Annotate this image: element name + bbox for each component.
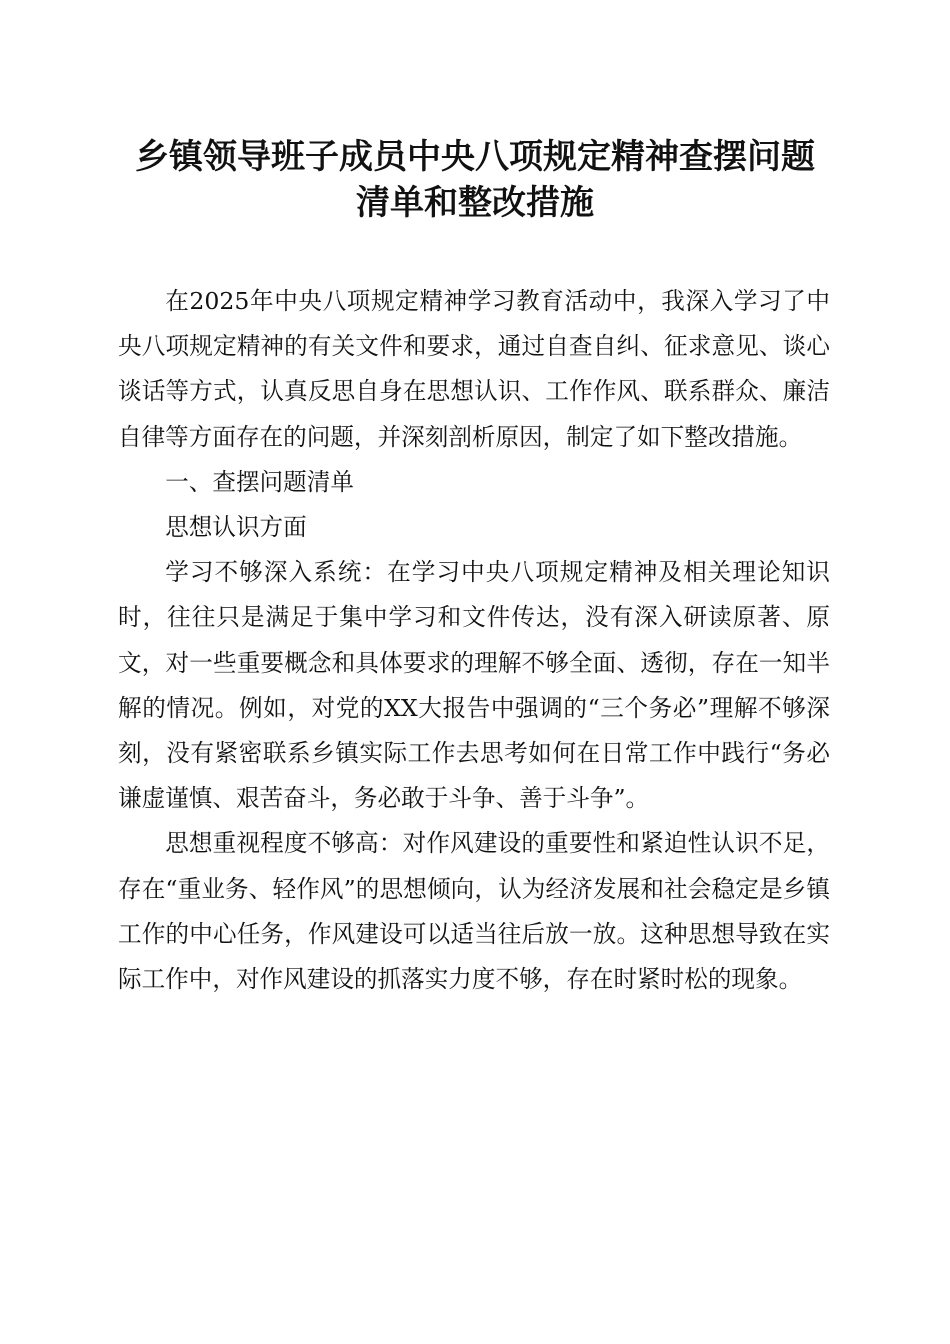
title-line-1: 乡镇领导班子成员中央八项规定精神查摆问题	[135, 137, 815, 177]
subsection-heading: 思想认识方面	[165, 513, 307, 542]
body-paragraph-2: 思想重视程度不够高：对作风建设的重要性和紧迫性认识不足，存在“重业务、轻作风”的思想倾向，认为经济发展和社会稳定是乡镇工作的中心任务，作风建设可以适当往后放一放。这种思想导致在实际工作中，对作风建设的抓落实力度不够，存在时紧时松的现象。	[118, 829, 830, 994]
title-line-2: 清单和整改措施	[356, 183, 594, 223]
body-paragraph-1: 学习不够深入系统：在学习中央八项规定精神及相关理论知识时，往往只是满足于集中学习和文件传达，没有深入研读原著、原文，对一些重要概念和具体要求的理解不够全面、透彻，存在一知半解的情况。例如，对党的XX大报告中强调的“三个务必”理解不够深刻，没有紧密联系乡镇实际工作去思考如何在日常工作中践行“务必谦虚谨慎、艰苦奋斗，务必敢于斗争、善于斗争”。	[118, 558, 830, 813]
intro-paragraph: 在2025年中央八项规定精神学习教育活动中，我深入学习了中央八项规定精神的有关文件和要求，通过自查自纠、征求意见、谈心谈话等方式，认真反思自身在思想认识、工作作风、联系群众、廉洁自律等方面存在的问题，并深刻剖析原因，制定了如下整改措施。	[118, 287, 830, 451]
document-title	[0, 134, 950, 226]
document-body	[118, 279, 830, 1002]
section-heading: 一、查摆问题清单	[165, 467, 354, 496]
